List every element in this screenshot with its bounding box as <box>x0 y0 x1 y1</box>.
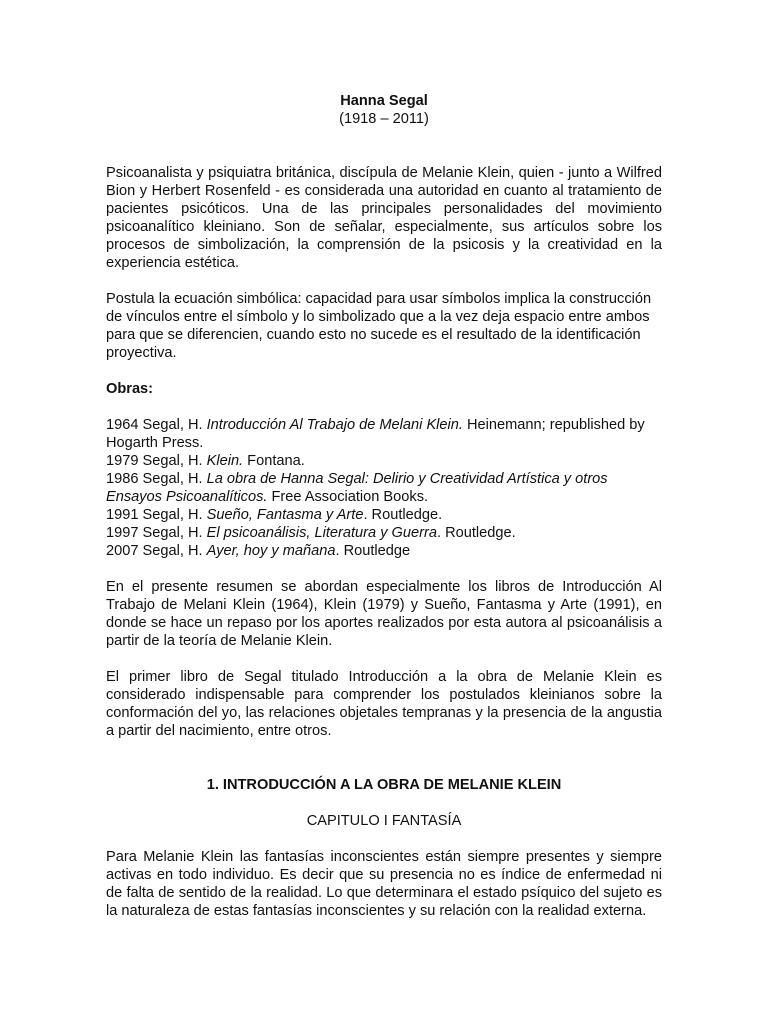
spacer <box>106 560 662 578</box>
works-item-suffix: . Routledge. <box>436 525 516 541</box>
spacer <box>106 128 662 146</box>
works-item-title: El psicoanálisis, Literatura y Guerra <box>206 525 437 541</box>
works-heading: Obras: <box>106 381 154 397</box>
author-name: Hanna Segal <box>340 93 428 109</box>
works-item-prefix: 1979 Segal, H. <box>106 453 207 469</box>
spacer <box>106 830 662 848</box>
works-item-prefix: 1997 Segal, H. <box>106 525 207 541</box>
works-item <box>106 506 662 524</box>
author-dates: (1918 – 2011) <box>339 111 429 127</box>
intro-paragraph-1: Psicoanalista y psiquiatra británica, discípula de Melanie Klein, quien - junto a Wilfred Bion y Herbert Rosenfeld - es considerada una autoridad en cuanto al tratamiento de pacientes psicóticos. Una de las principales personalidades del movimiento psicoanalítico kleiniano. Son de señalar, especialmente, sus artículos sobre los procesos de simbolización, la comprensión de la psicosis y la creatividad en la experiencia estética. <box>106 165 662 271</box>
document-content <box>106 92 662 920</box>
summary-paragraph-1: En el presente resumen se abordan especialmente los libros de Introducción Al Trabajo de Melani Klein (1964), Klein (1979) y Sueño, Fantasma y Arte (1991), en donde se hace un repaso por los aportes realizados por esta autora al psicoanálisis a partir de la teoría de Melanie Klein. <box>106 579 662 649</box>
spacer <box>106 758 662 776</box>
works-item <box>106 524 662 542</box>
spacer <box>106 650 662 668</box>
works-item-title: Sueño, Fantasma y Arte <box>206 507 364 523</box>
works-item-suffix: Heinemann; republished by Hogarth Press. <box>106 417 645 451</box>
works-item-suffix: . Routledge. <box>363 507 443 523</box>
works-list <box>106 416 662 560</box>
spacer <box>106 398 662 416</box>
spacer <box>106 794 662 812</box>
spacer <box>106 740 662 758</box>
spacer <box>106 362 662 380</box>
works-item-title: Introducción Al Trabajo de Melani Klein. <box>206 417 463 433</box>
intro-paragraph-2: Postula la ecuación simbólica: capacidad para usar símbolos implica la construcción de vínculos entre el símbolo y lo simbolizado que a la vez deja espacio entre ambos para que se diferencien, cuando esto no sucede es el resultado de la identificación proyectiva. <box>106 291 652 361</box>
works-item-title: Klein. <box>206 453 244 469</box>
works-item-prefix: 1964 Segal, H. <box>106 417 207 433</box>
works-item-suffix: Fontana. <box>243 453 305 469</box>
works-item-suffix: Free Association Books. <box>267 489 429 505</box>
works-item <box>106 542 662 560</box>
works-item-prefix: 1991 Segal, H. <box>106 507 207 523</box>
works-item <box>106 470 662 506</box>
works-item-title: La obra de Hanna Segal: Delirio y Creatividad Artística y otros Ensayos Psicoanalíticos. <box>106 471 608 505</box>
section-paragraph-1: Para Melanie Klein las fantasías inconscientes están siempre presentes y siempre activas en todo individuo. Es decir que su presencia no es índice de enfermedad ni de falta de sentido de la realidad. Lo que determinara el estado psíquico del sujeto es la naturaleza de estas fantasías inconscientes y su relación con la realidad externa. <box>106 849 662 919</box>
works-item-prefix: 2007 Segal, H. <box>106 543 207 559</box>
chapter-title: CAPITULO I FANTASÍA <box>306 813 462 829</box>
works-item <box>106 416 662 452</box>
section-heading: 1. INTRODUCCIÓN A LA OBRA DE MELANIE KLEIN <box>206 777 562 793</box>
works-item-suffix: . Routledge <box>335 543 411 559</box>
works-item-prefix: 1986 Segal, H. <box>106 471 207 487</box>
works-item <box>106 452 662 470</box>
summary-paragraph-2: El primer libro de Segal titulado Introducción a la obra de Melanie Klein es considerado indispensable para comprender los postulados kleinianos sobre la conformación del yo, las relaciones objetales tempranas y la presencia de la angustia a partir del nacimiento, entre otros. <box>106 669 662 739</box>
spacer <box>106 272 662 290</box>
spacer <box>106 146 662 164</box>
works-item-title: Ayer, hoy y mañana <box>206 543 336 559</box>
